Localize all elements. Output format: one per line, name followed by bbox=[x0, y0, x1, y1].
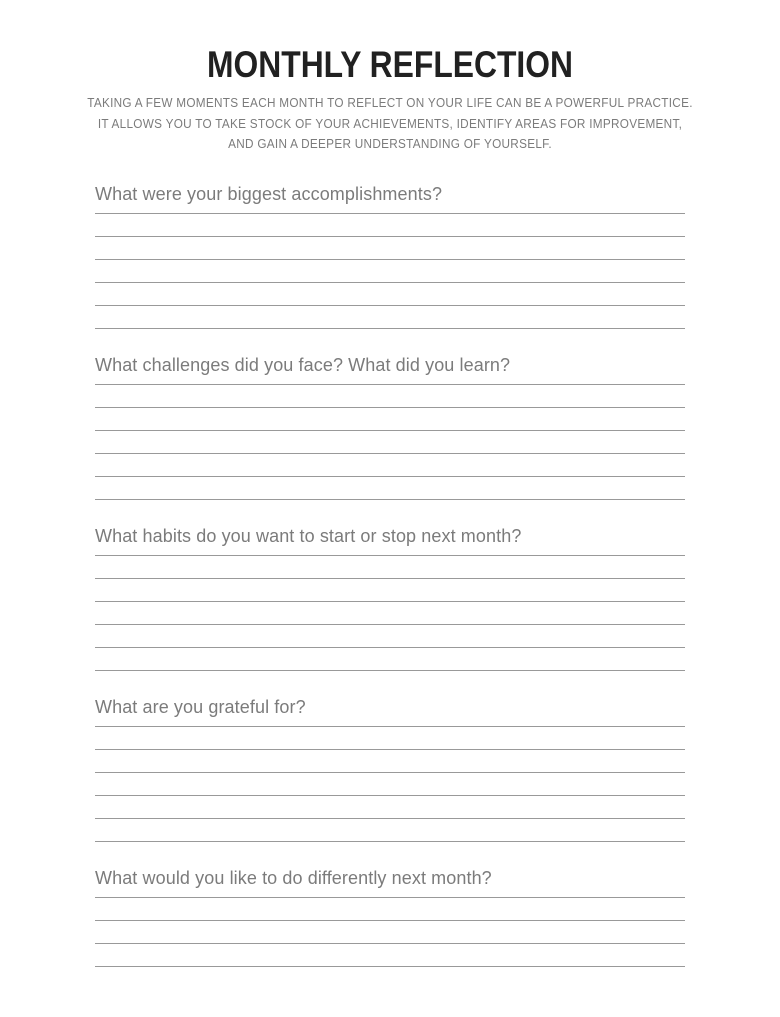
question-label: What challenges did you face? What did you learn? bbox=[95, 354, 511, 375]
answer-line bbox=[95, 819, 685, 842]
answer-line bbox=[95, 773, 685, 796]
intro-line: TAKING A FEW MOMENTS EACH MONTH TO REFLECT ON YOUR LIFE CAN BE A POWERFUL PRACTICE. bbox=[87, 95, 693, 110]
answer-line bbox=[95, 385, 685, 408]
answer-lines bbox=[95, 548, 685, 671]
question-section bbox=[95, 524, 685, 671]
answer-line bbox=[95, 548, 685, 556]
answer-line bbox=[95, 602, 685, 625]
answer-line bbox=[95, 260, 685, 283]
question-section bbox=[95, 182, 685, 329]
question-label: What are you grateful for? bbox=[95, 696, 306, 717]
answer-line bbox=[95, 306, 685, 329]
answer-line bbox=[95, 750, 685, 773]
answer-line bbox=[95, 898, 685, 921]
answer-line bbox=[95, 454, 685, 477]
answer-line bbox=[95, 408, 685, 431]
answer-line bbox=[95, 579, 685, 602]
answer-line bbox=[95, 890, 685, 898]
question-label: What habits do you want to start or stop next month? bbox=[95, 525, 522, 546]
question-label: What would you like to do differently next month? bbox=[95, 867, 492, 888]
answer-line bbox=[95, 431, 685, 454]
answer-line bbox=[95, 283, 685, 306]
intro-line: AND GAIN A DEEPER UNDERSTANDING OF YOURSELF. bbox=[228, 136, 552, 151]
answer-lines bbox=[95, 890, 685, 967]
answer-lines bbox=[95, 377, 685, 500]
question-section bbox=[95, 353, 685, 500]
answer-line bbox=[95, 237, 685, 260]
answer-line bbox=[95, 206, 685, 214]
intro-text bbox=[31, 93, 749, 155]
question-section bbox=[95, 695, 685, 842]
answer-line bbox=[95, 727, 685, 750]
question-section bbox=[95, 866, 685, 967]
answer-line bbox=[95, 556, 685, 579]
answer-line bbox=[95, 214, 685, 237]
answer-line bbox=[95, 944, 685, 967]
answer-line bbox=[95, 377, 685, 385]
intro-line: IT ALLOWS YOU TO TAKE STOCK OF YOUR ACHIEVEMENTS, IDENTIFY AREAS FOR IMPROVEMENT, bbox=[97, 115, 683, 131]
answer-lines bbox=[95, 719, 685, 842]
answer-lines bbox=[95, 206, 685, 329]
sections-container bbox=[95, 182, 685, 967]
answer-line bbox=[95, 648, 685, 671]
question-label: What were your biggest accomplishments? bbox=[95, 183, 443, 204]
answer-line bbox=[95, 477, 685, 500]
answer-line bbox=[95, 796, 685, 819]
answer-line bbox=[95, 719, 685, 727]
answer-line bbox=[95, 921, 685, 944]
answer-line bbox=[95, 625, 685, 648]
page-title: MONTHLY REFLECTION bbox=[207, 44, 573, 85]
